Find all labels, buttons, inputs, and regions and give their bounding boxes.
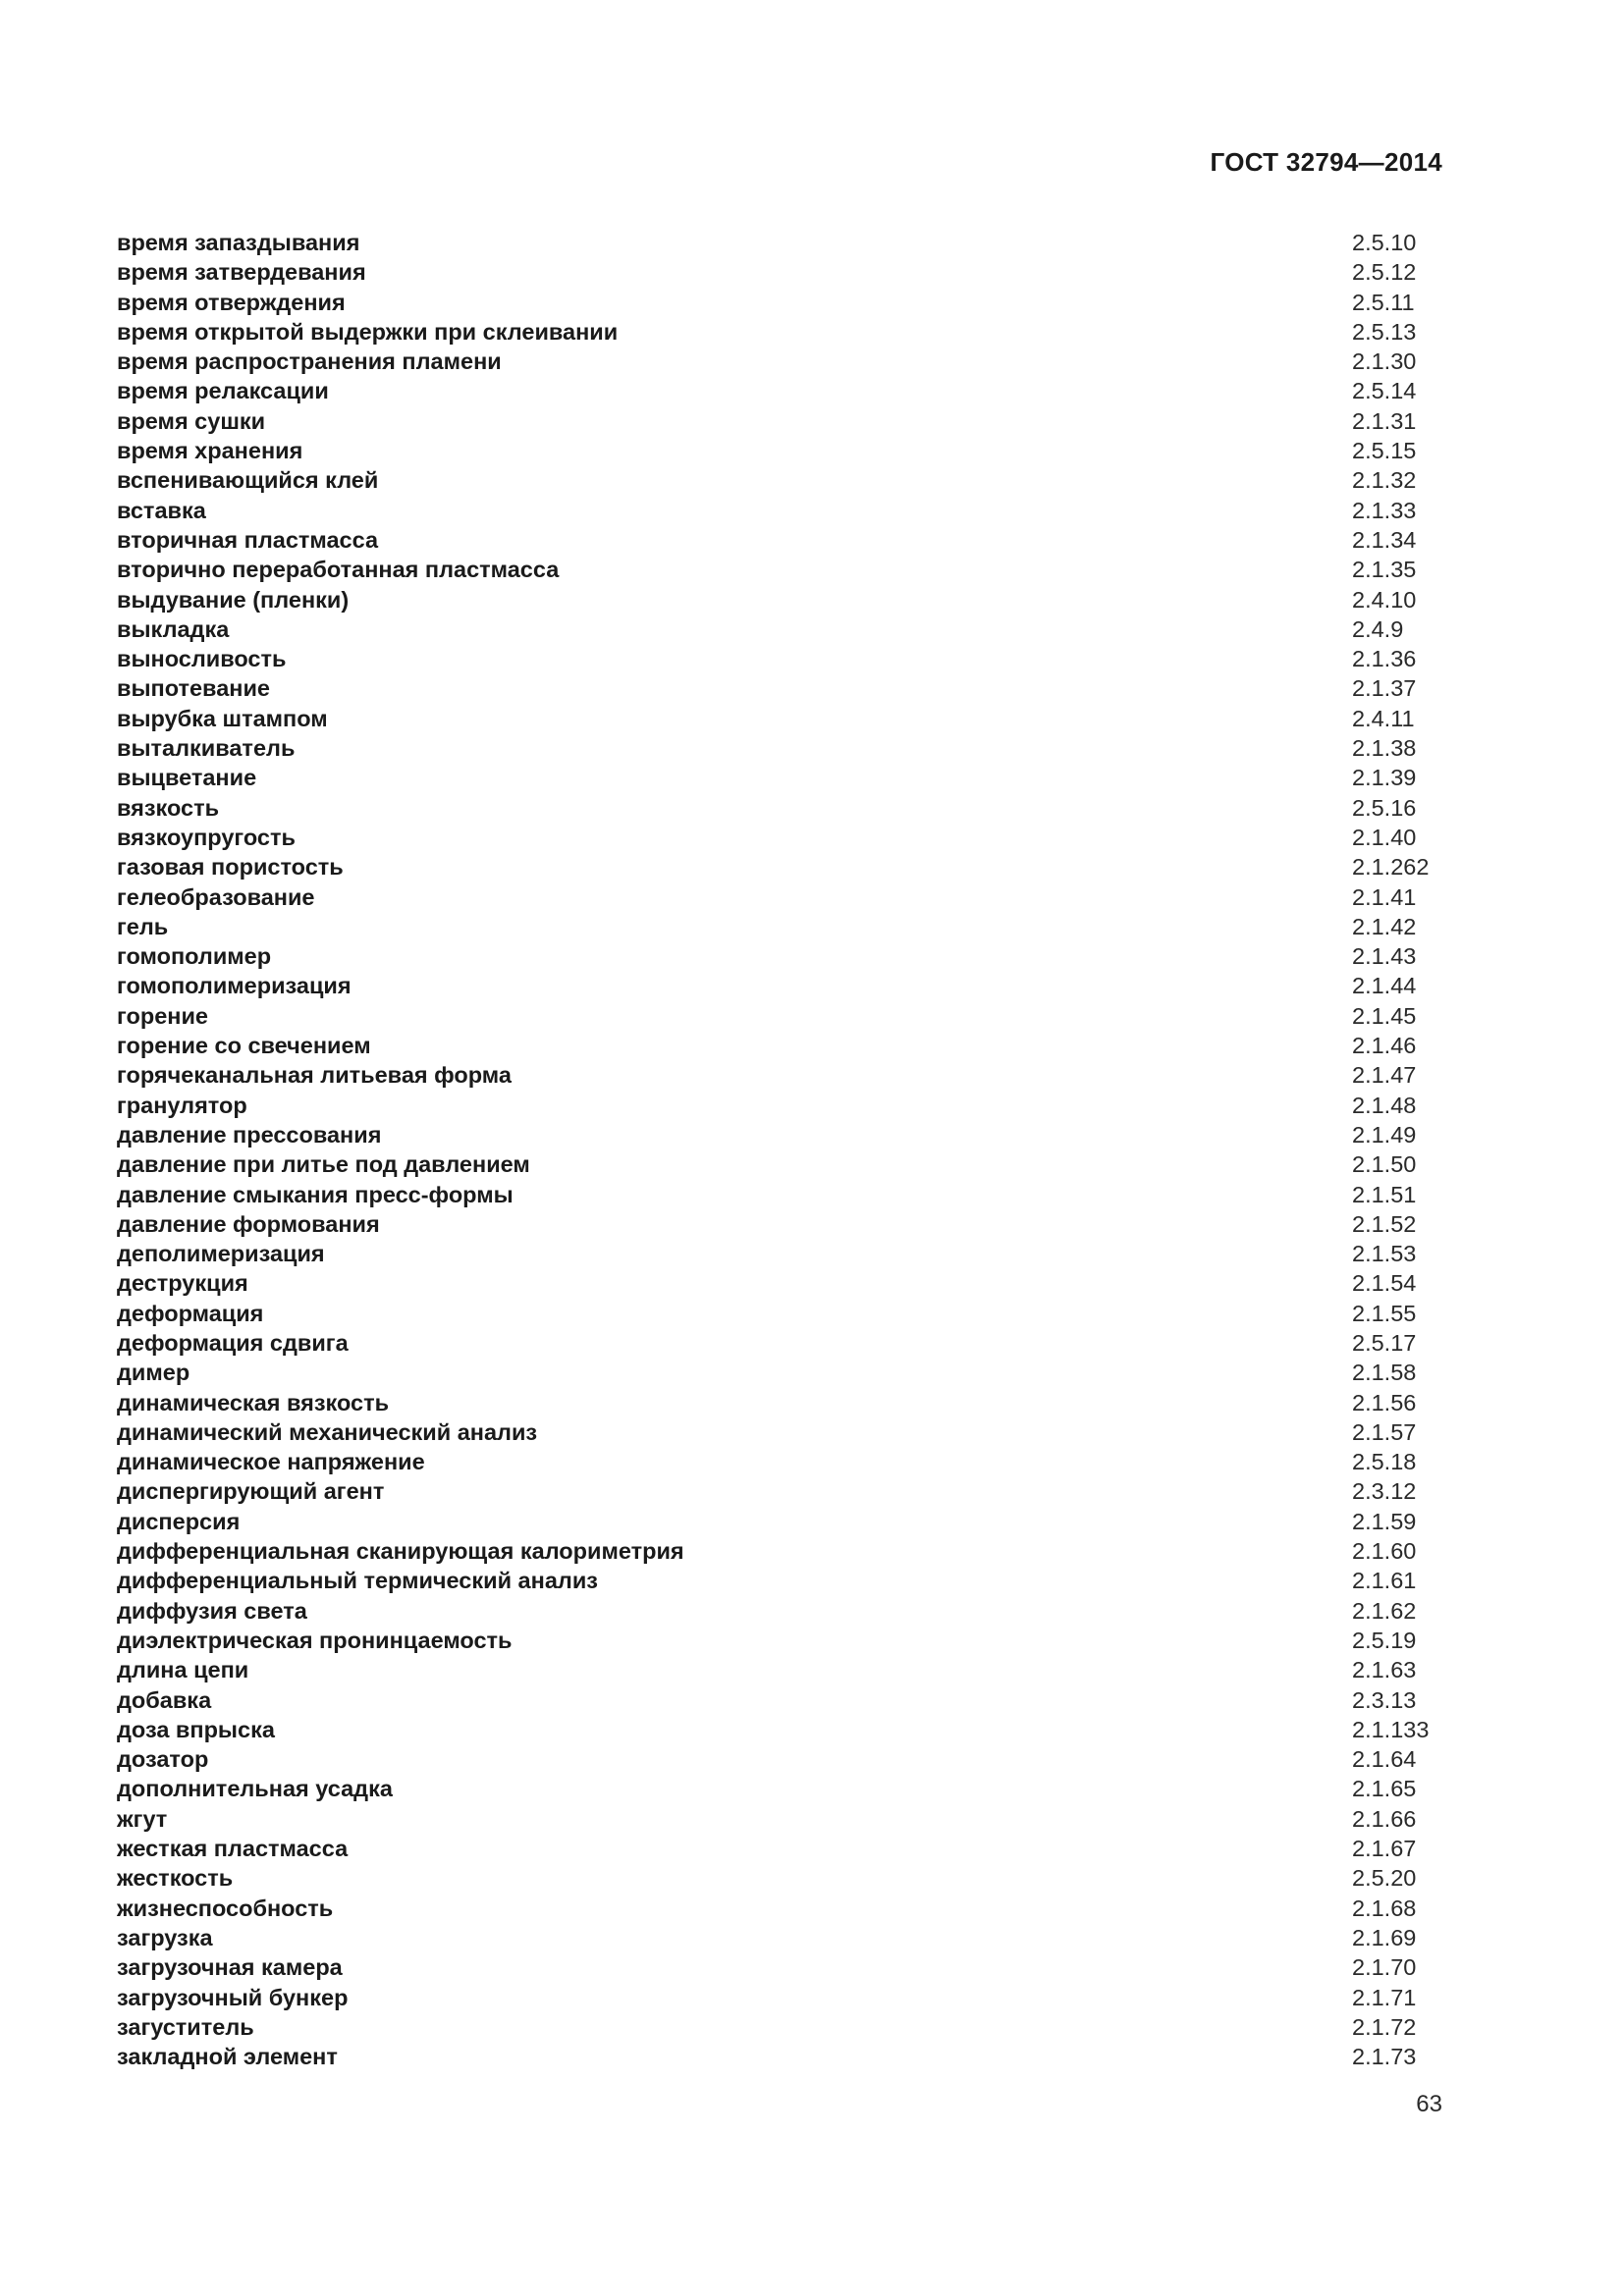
index-reference: 2.5.10: [1352, 230, 1417, 255]
index-entry: [117, 1358, 1442, 1387]
page-number: 63: [1416, 2091, 1442, 2117]
index-term: загрузка: [117, 1924, 213, 1950]
index-term: загрузочный бункер: [117, 1984, 349, 2010]
index-entry: [117, 555, 1442, 584]
index-entry: [117, 1952, 1442, 1982]
index-reference: 2.3.13: [1352, 1686, 1417, 1713]
index-term: время хранения: [117, 438, 303, 464]
index-term: жесткая пластмасса: [117, 1836, 349, 1862]
index-term: дополнительная усадка: [117, 1776, 393, 1802]
index-reference: 2.1.51: [1352, 1181, 1417, 1207]
index-term: вырубка штампом: [117, 705, 328, 731]
index-entry: [117, 1476, 1442, 1506]
index-reference: 2.1.60: [1352, 1538, 1417, 1565]
index-reference: 2.1.73: [1352, 2044, 1417, 2070]
index-term: время распространения пламени: [117, 348, 502, 375]
index-entry: [117, 288, 1442, 317]
index-term: деполимеризация: [117, 1241, 325, 1267]
index-entry: [117, 941, 1442, 971]
index-term: время сушки: [117, 407, 266, 434]
index-reference: 2.1.61: [1352, 1568, 1417, 1594]
index-entry: [117, 644, 1442, 673]
index-reference: 2.1.48: [1352, 1092, 1417, 1118]
index-term: динамическое напряжение: [117, 1449, 425, 1475]
index-reference: 2.1.63: [1352, 1657, 1417, 1683]
index-term: дисперсия: [117, 1508, 241, 1534]
index-reference: 2.5.13: [1352, 318, 1417, 345]
index-reference: 2.1.34: [1352, 526, 1417, 553]
index-entry: [117, 1685, 1442, 1715]
index-entry: [117, 823, 1442, 852]
index-entry: [117, 971, 1442, 1000]
index-entry: [117, 1863, 1442, 1893]
index-entry: [117, 704, 1442, 733]
index-entry: [117, 1060, 1442, 1090]
index-reference: 2.1.32: [1352, 467, 1417, 494]
index-term: давление прессования: [117, 1121, 382, 1148]
index-reference: 2.1.133: [1352, 1716, 1430, 1742]
index-reference: 2.1.40: [1352, 824, 1417, 850]
index-reference: 2.5.19: [1352, 1627, 1417, 1653]
index-reference: 2.5.15: [1352, 438, 1417, 464]
index-entry: [117, 1655, 1442, 1684]
index-entry: [117, 1180, 1442, 1209]
index-reference: 2.1.31: [1352, 407, 1417, 434]
index-entry: [117, 1744, 1442, 1774]
index-term: вспенивающийся клей: [117, 467, 379, 494]
index-term: вторично переработанная пластмасса: [117, 557, 560, 583]
index-term: вязкость: [117, 794, 220, 821]
index-term: добавка: [117, 1686, 212, 1713]
index-reference: 2.1.262: [1352, 854, 1430, 881]
index-term: димер: [117, 1360, 190, 1386]
index-term: время запаздывания: [117, 230, 360, 255]
index-entry: [117, 585, 1442, 614]
index-entry: [117, 1268, 1442, 1298]
index-entry: [117, 525, 1442, 555]
index-entry: [117, 1834, 1442, 1863]
index-entry: [117, 257, 1442, 287]
index-entry: [117, 1388, 1442, 1417]
index-term: жесткость: [117, 1865, 234, 1892]
index-reference: 2.1.54: [1352, 1270, 1417, 1297]
index-reference: 2.4.9: [1352, 615, 1404, 642]
index-reference: 2.5.16: [1352, 794, 1417, 821]
index-term: загуститель: [117, 2013, 254, 2040]
index-reference: 2.5.12: [1352, 259, 1417, 286]
index-term: время релаксации: [117, 378, 329, 404]
index-reference: 2.1.38: [1352, 735, 1417, 762]
document-code-header: ГОСТ 32794—2014: [1210, 147, 1442, 177]
index-term: жгут: [117, 1805, 168, 1832]
index-term: гранулятор: [117, 1092, 247, 1118]
index-reference: 2.1.50: [1352, 1151, 1417, 1178]
index-term: динамическая вязкость: [117, 1389, 390, 1415]
index-reference: 2.1.69: [1352, 1924, 1417, 1950]
index-entry: [117, 852, 1442, 881]
index-entry: [117, 1120, 1442, 1149]
index-reference: 2.5.18: [1352, 1449, 1417, 1475]
index-reference: 2.1.36: [1352, 646, 1417, 672]
index-entry: [117, 793, 1442, 823]
index-entry: [117, 1626, 1442, 1655]
index-term: давление формования: [117, 1210, 380, 1237]
index-entry: [117, 406, 1442, 436]
index-entry: [117, 1209, 1442, 1239]
index-reference: 2.1.71: [1352, 1984, 1417, 2010]
index-term: динамический механический анализ: [117, 1418, 538, 1445]
index-term: загрузочная камера: [117, 1954, 343, 1981]
index-entry: [117, 1536, 1442, 1566]
index-reference: 2.1.53: [1352, 1241, 1417, 1267]
index-term: дифференциальный термический анализ: [117, 1568, 598, 1594]
index-term: газовая пористость: [117, 854, 344, 881]
index-reference: 2.1.44: [1352, 973, 1417, 999]
index-term: деформация: [117, 1300, 264, 1326]
index-term: время открытой выдержки при склеивании: [117, 318, 619, 345]
index-reference: 2.1.33: [1352, 497, 1417, 523]
index-entry: [117, 317, 1442, 347]
index-entry: [117, 1328, 1442, 1358]
index-entry: [117, 673, 1442, 703]
index-entry: [117, 1299, 1442, 1328]
index-term: длина цепи: [117, 1657, 249, 1683]
index-entry: [117, 1091, 1442, 1120]
index-reference: 2.1.59: [1352, 1508, 1417, 1534]
index-entry: [117, 1507, 1442, 1536]
index-entry: [117, 1149, 1442, 1179]
index-entry: [117, 436, 1442, 465]
index-entry: [117, 763, 1442, 792]
index-term: давление при литье под давлением: [117, 1151, 530, 1178]
index-reference: 2.4.11: [1352, 705, 1415, 731]
index-term: время затвердевания: [117, 259, 366, 286]
index-term: закладной элемент: [117, 2044, 338, 2070]
index-entry: [117, 228, 1442, 257]
index-reference: 2.1.68: [1352, 1895, 1417, 1921]
index-term: вторичная пластмасса: [117, 526, 379, 553]
index-reference: 2.1.42: [1352, 913, 1417, 939]
index-reference: 2.1.72: [1352, 2013, 1417, 2040]
index-reference: 2.1.35: [1352, 557, 1417, 583]
index-term: дифференциальная сканирующая калориметрия: [117, 1538, 684, 1565]
index-entry: [117, 1923, 1442, 1952]
index-term: доза впрыска: [117, 1716, 275, 1742]
index-entry: [117, 376, 1442, 405]
index-reference: 2.5.11: [1352, 289, 1415, 315]
index-entry: [117, 1239, 1442, 1268]
index-reference: 2.1.43: [1352, 943, 1417, 970]
index-entry: [117, 1804, 1442, 1834]
index-entry: [117, 882, 1442, 912]
index-reference: 2.1.65: [1352, 1776, 1417, 1802]
index-term: горячеканальная литьевая форма: [117, 1062, 512, 1089]
index-reference: 2.5.20: [1352, 1865, 1417, 1892]
index-entry: [117, 1983, 1442, 2012]
index-entry: [117, 496, 1442, 525]
index-term: дозатор: [117, 1746, 209, 1773]
index-reference: 2.1.52: [1352, 1210, 1417, 1237]
index-reference: 2.1.64: [1352, 1746, 1417, 1773]
index-entry: [117, 1894, 1442, 1923]
index-reference: 2.4.10: [1352, 586, 1417, 613]
index-entry: [117, 733, 1442, 763]
index-entry: [117, 2042, 1442, 2071]
index-term: гелеобразование: [117, 883, 315, 910]
index-term: диэлектрическая пронинцаемость: [117, 1627, 513, 1653]
index-reference: 2.1.66: [1352, 1805, 1417, 1832]
index-reference: 2.1.56: [1352, 1389, 1417, 1415]
index-term: время отверждения: [117, 289, 346, 315]
index-entry: [117, 1566, 1442, 1595]
index-term: горение: [117, 1002, 208, 1029]
index-reference: 2.1.62: [1352, 1597, 1417, 1624]
index-reference: 2.1.30: [1352, 348, 1417, 375]
index-reference: 2.1.58: [1352, 1360, 1417, 1386]
index-entry: [117, 347, 1442, 376]
index-term: горение со свечением: [117, 1033, 371, 1059]
index-reference: 2.5.17: [1352, 1329, 1417, 1356]
index-term: выносливость: [117, 646, 287, 672]
index-entry: [117, 2012, 1442, 2042]
index-entry: [117, 614, 1442, 644]
index-reference: 2.5.14: [1352, 378, 1417, 404]
index-term: деформация сдвига: [117, 1329, 349, 1356]
index-entry: [117, 1596, 1442, 1626]
index-term: деструкция: [117, 1270, 248, 1297]
index-term: выпотевание: [117, 675, 270, 702]
index-reference: 2.1.70: [1352, 1954, 1417, 1981]
index-term: вязкоупругость: [117, 824, 296, 850]
index-entry: [117, 1001, 1442, 1031]
index-term: вставка: [117, 497, 206, 523]
index-reference: 2.1.39: [1352, 765, 1417, 791]
index-term: диффузия света: [117, 1597, 307, 1624]
index-entry: [117, 912, 1442, 941]
index-term: выдувание (пленки): [117, 586, 350, 613]
index-reference: 2.1.45: [1352, 1002, 1417, 1029]
index-entry: [117, 1417, 1442, 1447]
index-entry: [117, 465, 1442, 495]
index-term: давление смыкания пресс-формы: [117, 1181, 514, 1207]
index-term: гомополимеризация: [117, 973, 352, 999]
index-reference: 2.1.49: [1352, 1121, 1417, 1148]
index-term: выцветание: [117, 765, 257, 791]
index-term: жизнеспособность: [117, 1895, 334, 1921]
index-reference: 2.1.41: [1352, 883, 1417, 910]
index-reference: 2.1.57: [1352, 1418, 1417, 1445]
index-term: выкладка: [117, 615, 230, 642]
term-index-list: [117, 228, 1442, 2071]
index-entry: [117, 1447, 1442, 1476]
index-reference: 2.1.67: [1352, 1836, 1417, 1862]
index-term: диспергирующий агент: [117, 1478, 385, 1505]
index-reference: 2.1.37: [1352, 675, 1417, 702]
index-term: выталкиватель: [117, 735, 296, 762]
index-reference: 2.1.47: [1352, 1062, 1417, 1089]
index-entry: [117, 1715, 1442, 1744]
index-reference: 2.3.12: [1352, 1478, 1417, 1505]
index-term: гель: [117, 913, 169, 939]
index-reference: 2.1.55: [1352, 1300, 1417, 1326]
index-entry: [117, 1774, 1442, 1803]
index-term: гомополимер: [117, 943, 272, 970]
index-reference: 2.1.46: [1352, 1033, 1417, 1059]
index-entry: [117, 1031, 1442, 1060]
